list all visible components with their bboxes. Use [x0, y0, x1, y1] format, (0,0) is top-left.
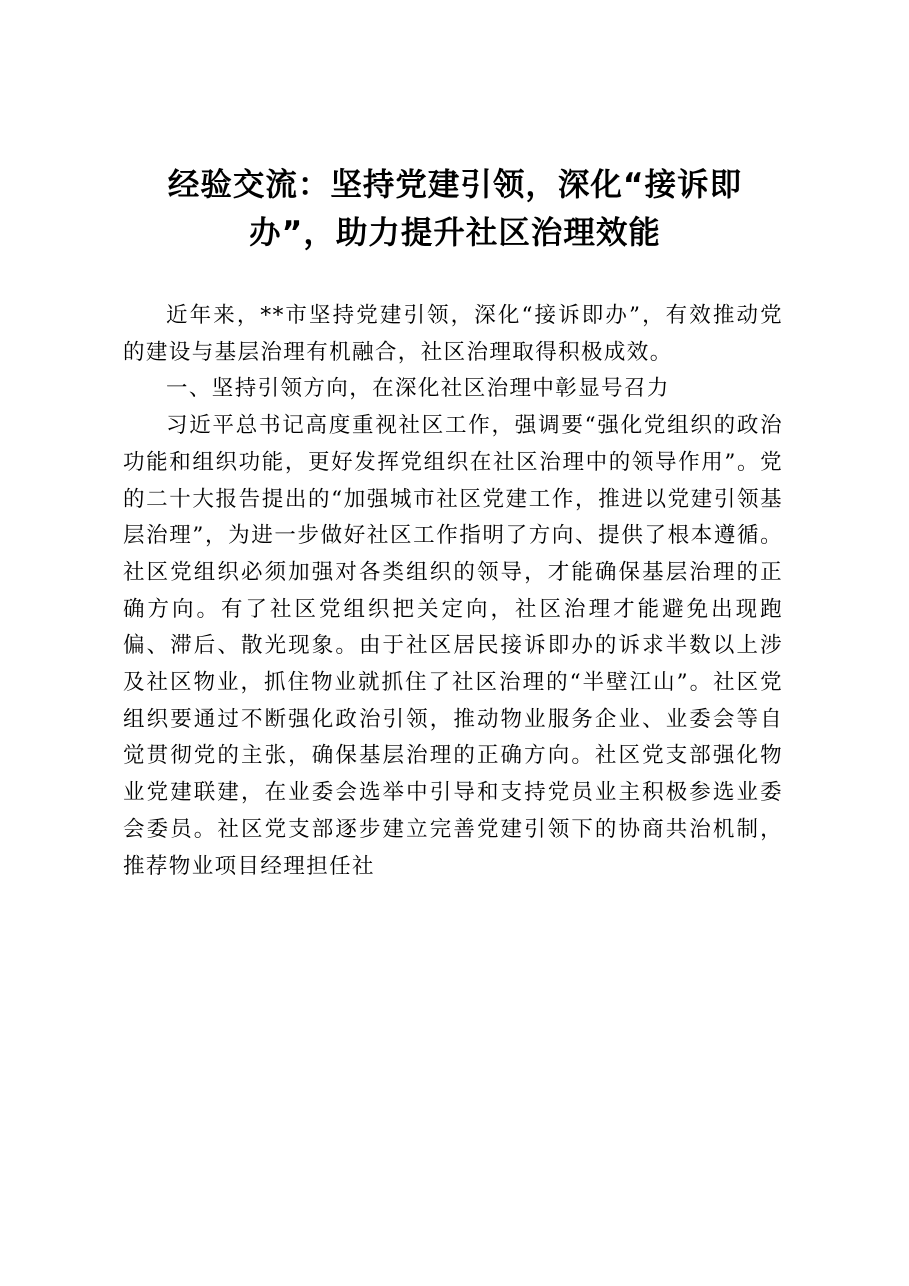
- body-paragraph: 习近平总书记高度重视社区工作，强调要“强化党组织的政治功能和组织功能，更好发挥党组织在社区治理中的领导作用”。党的二十大报告提出的“加强城市社区党建工作，推进以党建引领基层治理”，为进一步做好社区工作指明了方向、提供了根本遵循。社区党组织必须加强对各类组织的领导，才能确保基层治理的正确方向。有了社区党组织把关定向，社区治理才能避免出现跑偏、滞后、散光现象。由于社区居民接诉即办的诉求半数以上涉及社区物业，抓住物业就抓住了社区治理的“半壁江山”。社区党组织要通过不断强化政治引领，推动物业服务企业、业委会等自觉贯彻党的主张，确保基层治理的正确方向。社区党支部强化物业党建联建，在业委会选举中引导和支持党员业主积极参选业委会委员。社区党支部逐步建立完善党建引领下的协商共治机制，推荐物业项目经理担任社: [123, 413, 783, 879]
- intro-paragraph: 近年来，**市坚持党建引领，深化“接诉即办”，有效推动党的建设与基层治理有机融合，社区治理取得积极成效。: [123, 303, 783, 365]
- document-title: [130, 161, 780, 257]
- title-line-1: 经验交流：坚持党建引领，深化“接诉即: [167, 167, 743, 203]
- section-heading-1: 一、坚持引领方向，在深化社区治理中彰显号召力: [166, 376, 670, 402]
- document-body: [123, 298, 783, 885]
- title-line-2: 办”，助力提升社区治理效能: [249, 215, 661, 251]
